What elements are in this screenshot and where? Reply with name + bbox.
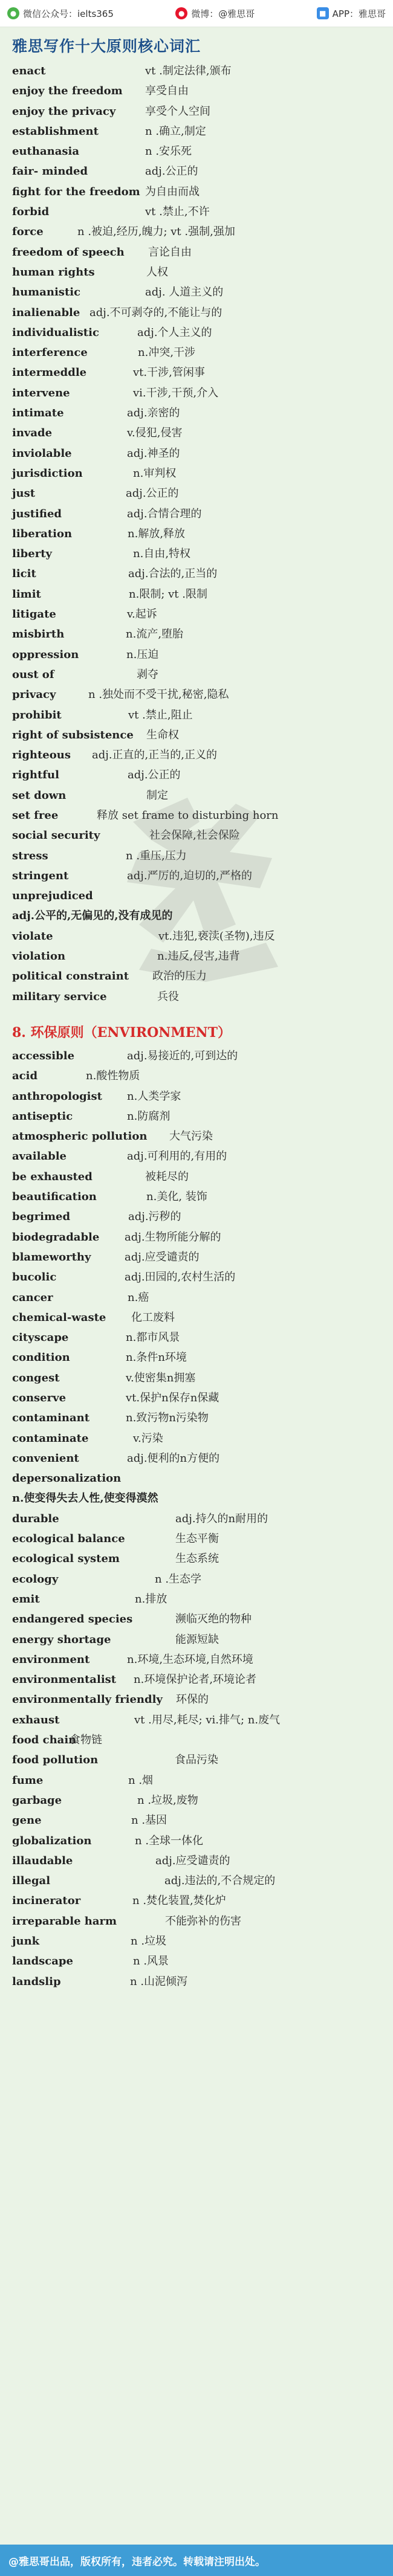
vocab-word: conserve [12, 1392, 67, 1404]
vocab-word: set free [12, 809, 59, 822]
vocab-definition: adj.便利的n方便的 [127, 1451, 220, 1465]
vocab-row [12, 303, 381, 323]
vocab-word: be exhausted [12, 1170, 93, 1183]
vocab-definition: vt.违犯,亵渎(圣物),违反 [158, 929, 275, 943]
vocab-row [12, 483, 381, 503]
vocab-word: euthanasia [12, 145, 79, 158]
vocab-definition: 不能弥补的伤害 [165, 1914, 241, 1928]
vocab-word: fair- minded [12, 165, 88, 178]
vocab-row [12, 363, 381, 383]
vocab-word: ecological system [12, 1552, 120, 1566]
law-word-list [0, 61, 393, 1007]
vocab-row [12, 1388, 381, 1408]
vocab-word: environmentalist [12, 1673, 117, 1687]
vocab-word: prohibit [12, 708, 62, 721]
vocab-definition: n .重压,压力 [126, 849, 187, 862]
vocab-definition: adj.应受谴责的 [125, 1250, 200, 1264]
vocab-word: oust of [12, 668, 54, 681]
vocab-word: privacy [12, 688, 56, 702]
vocab-word: forbid [12, 205, 50, 219]
vocab-row [12, 805, 381, 825]
vocab-row [12, 222, 381, 242]
vocab-word: anthropologist [12, 1089, 102, 1103]
vocab-row [12, 1066, 381, 1086]
vocab-row [12, 1972, 381, 1992]
vocab-word: condition [12, 1351, 70, 1364]
vocab-definition: 能源短缺 [175, 1633, 219, 1646]
vocab-word: adj.公平的,无偏见的,没有成见的 [12, 909, 173, 923]
vocab-row [12, 1468, 381, 1488]
vocab-word: establishment [12, 124, 99, 138]
vocab-row [12, 141, 381, 161]
vocab-row [12, 282, 381, 302]
vocab-row [12, 745, 381, 765]
vocab-definition: n .生态学 [155, 1572, 202, 1586]
vocab-row [12, 1227, 381, 1247]
vocab-word: chemical-waste [12, 1311, 106, 1324]
vocab-row [12, 1126, 381, 1146]
vocab-row [12, 202, 381, 222]
vocab-row [12, 1509, 381, 1529]
vocab-word: energy shortage [12, 1633, 111, 1646]
vocab-definition: n.防腐剂 [127, 1109, 171, 1123]
vocab-definition: n .独处而不受干扰,秘密,隐私 [88, 688, 229, 702]
vocab-word: cancer [12, 1291, 53, 1304]
vocab-definition: vi.干涉,干预,介入 [133, 386, 219, 399]
vocab-row [12, 1771, 381, 1790]
vocab-definition: vt .禁止,阻止 [128, 708, 193, 721]
vocab-word: bucolic [12, 1271, 57, 1284]
vocab-word: social security [12, 829, 100, 842]
vocab-row [12, 1549, 381, 1569]
vocab-word: acid [12, 1070, 38, 1083]
vocab-definition: n.癌 [128, 1291, 149, 1304]
vocab-word: atmospheric pollution [12, 1130, 148, 1143]
page-title: 雅思写作十大原则核心词汇 [12, 37, 201, 55]
vocab-word: interference [12, 346, 88, 360]
vocab-word: cityscape [12, 1331, 69, 1344]
vocab-word: force [12, 225, 44, 239]
vocab-row [12, 444, 381, 463]
vocab-definition: 制定 [146, 789, 168, 802]
vocab-definition: adj.正直的,正当的,正义的 [92, 749, 217, 762]
vocab-definition: n.排放 [135, 1592, 167, 1606]
vocab-word: illaudable [12, 1854, 73, 1867]
vocab-definition: n .安乐死 [145, 145, 192, 158]
vocab-word: limit [12, 587, 41, 601]
vocab-definition: adj.公正的 [145, 165, 198, 178]
vocab-definition: n.自由,特权 [133, 547, 191, 561]
vocab-word: righteous [12, 749, 71, 762]
vocab-word: accessible [12, 1049, 75, 1062]
vocab-definition: n .焚化装置,焚化炉 [132, 1894, 226, 1908]
vocab-word: licit [12, 567, 36, 581]
vocab-definition: n .被迫,经历,魄力; vt .强制,强加 [77, 225, 235, 239]
vocab-row [12, 403, 381, 423]
vocab-row [12, 1408, 381, 1428]
vocab-row [12, 423, 381, 443]
vocab-definition: n .烟 [128, 1774, 154, 1787]
vocab-definition: adj.可利用的,有用的 [127, 1150, 227, 1163]
vocab-word: antiseptic [12, 1109, 73, 1123]
vocab-row [12, 1267, 381, 1287]
vocab-word: ecology [12, 1572, 59, 1586]
vocab-row [12, 825, 381, 845]
vocab-row [12, 1146, 381, 1166]
vocab-row [12, 61, 381, 81]
vocab-definition: adj.污秽的 [128, 1210, 181, 1224]
vocab-word: stress [12, 849, 48, 862]
vocab-definition: 言论自由 [148, 245, 192, 259]
vocab-row [12, 966, 381, 986]
vocab-word: available [12, 1150, 67, 1163]
vocab-word: human rights [12, 265, 95, 279]
wechat-account [7, 7, 114, 20]
vocab-word: enjoy the privacy [12, 105, 116, 118]
vocab-word: garbage [12, 1793, 62, 1807]
vocab-definition: n .风景 [133, 1955, 169, 1968]
vocab-row [12, 242, 381, 262]
footer-copyright: @雅思哥出品，版权所有，违者必究。转载请注明出处。 [0, 2545, 393, 2576]
vocab-row [12, 1488, 381, 1508]
wechat-account-text: 微信公众号：ielts365 [23, 8, 114, 19]
vocab-word: military service [12, 990, 107, 1003]
vocab-row [12, 1448, 381, 1468]
vocab-definition: n.冲突,干涉 [138, 346, 196, 360]
vocab-row [12, 1086, 381, 1106]
vocab-definition: adj.公正的 [128, 769, 181, 782]
vocab-row [12, 383, 381, 403]
vocab-definition: 被耗尽的 [145, 1170, 189, 1183]
vocab-row [12, 524, 381, 544]
vocab-definition: n.违反,侵害,违背 [157, 950, 240, 963]
vocab-definition: n .确立,制定 [145, 124, 206, 138]
vocab-definition: 濒临灭绝的物种 [175, 1613, 252, 1626]
vocab-row [12, 1609, 381, 1629]
vocab-row [12, 645, 381, 665]
vocab-word: violate [12, 929, 53, 943]
vocab-word: intimate [12, 407, 64, 420]
vocab-definition: n.环境保护论者,环境论者 [134, 1673, 257, 1687]
vocab-row [12, 463, 381, 483]
vocab-word: humanistic [12, 286, 81, 299]
vocab-row [12, 624, 381, 644]
vocab-word: exhaust [12, 1713, 60, 1726]
vocab-word: intermeddle [12, 366, 87, 379]
vocab-definition: n.流产,堕胎 [126, 628, 184, 641]
vocab-definition: adj.神圣的 [127, 447, 180, 460]
vocab-word: landslip [12, 1975, 61, 1988]
vocab-word: jurisdiction [12, 466, 83, 480]
vocab-row [12, 987, 381, 1007]
vocab-definition: n.限制; vt .限制 [129, 587, 207, 601]
vocab-word: set down [12, 789, 67, 802]
vocab-definition: adj. 人道主义的 [145, 286, 224, 299]
vocab-definition: adj.生物所能分解的 [125, 1230, 221, 1244]
vocab-definition: n .基因 [131, 1814, 167, 1827]
vocab-row [12, 725, 381, 745]
vocab-definition: 环保的 [176, 1693, 209, 1706]
vocab-word: intervene [12, 386, 70, 399]
vocab-definition: adj.合情合理的 [127, 507, 202, 520]
vocab-word: liberation [12, 527, 73, 540]
vocab-word: rightful [12, 769, 59, 782]
vocab-definition: n .全球一体化 [135, 1834, 204, 1847]
vocab-word: enjoy the freedom [12, 85, 123, 98]
vocab-row [12, 866, 381, 886]
vocab-word: incinerator [12, 1894, 81, 1908]
vocab-row [12, 906, 381, 926]
vocab-definition: adj.田园的,农村生活的 [125, 1271, 236, 1284]
vocab-definition: n.环境,生态环境,自然环境 [127, 1653, 253, 1666]
vocab-definition: v.起诉 [127, 608, 157, 621]
vocab-definition: 食物链 [70, 1734, 102, 1747]
vocab-row [12, 926, 381, 946]
vocab-row [12, 1529, 381, 1549]
vocab-definition: vt.干涉,管闲事 [133, 366, 205, 379]
weibo-icon: ● [175, 7, 187, 19]
vocab-definition: vt .禁止,不许 [145, 205, 210, 219]
vocab-row [12, 1931, 381, 1951]
vocab-row [12, 1247, 381, 1267]
vocab-row [12, 544, 381, 564]
vocab-definition: 剥夺 [137, 668, 158, 681]
vocab-word: fight for the freedom [12, 185, 140, 198]
vocab-definition: v.使密集n拥塞 [126, 1371, 196, 1384]
vocab-definition: n.解放,释放 [128, 527, 186, 540]
vocab-row [12, 1368, 381, 1388]
vocab-row [12, 81, 381, 101]
vocab-definition: adj.个人主义的 [137, 326, 212, 339]
vocab-definition: 生命权 [146, 728, 179, 741]
vocab-definition: v.侵犯,侵害 [127, 427, 183, 440]
vocab-row [12, 564, 381, 584]
vocab-row [12, 1167, 381, 1187]
vocab-row [12, 1630, 381, 1650]
vocab-row [12, 765, 381, 785]
weibo-account [175, 7, 255, 20]
vocab-word: violation [12, 950, 66, 963]
vocab-word: food chain [12, 1734, 77, 1747]
vocab-definition: n .垃圾 [131, 1935, 167, 1948]
vocab-word: biodegradable [12, 1230, 100, 1244]
vocab-definition: n .山泥倾泻 [130, 1975, 188, 1988]
vocab-word: blameworthy [12, 1250, 91, 1264]
vocab-row [12, 343, 381, 363]
vocab-row [12, 1831, 381, 1851]
vocab-word: invade [12, 427, 53, 440]
vocab-row [12, 1589, 381, 1609]
vocab-definition: 社会保障,社会保险 [149, 829, 240, 842]
vocab-word: enact [12, 65, 46, 77]
vocab-row [12, 504, 381, 524]
vocab-row [12, 1106, 381, 1126]
vocab-definition: n.酸性物质 [86, 1070, 140, 1083]
vocab-row [12, 584, 381, 604]
vocab-definition: 为自由而战 [145, 185, 200, 198]
vocab-word: contaminant [12, 1412, 90, 1425]
vocab-word: durable [12, 1512, 59, 1525]
vocab-definition: vt .制定法律,颁布 [145, 65, 232, 77]
vocab-word: liberty [12, 547, 52, 561]
vocab-definition: n.条件n环境 [126, 1351, 187, 1364]
vocab-word: fume [12, 1774, 44, 1787]
vocab-row [12, 1891, 381, 1911]
vocab-row [12, 121, 381, 141]
vocab-word: globalization [12, 1834, 92, 1847]
vocab-row [12, 1328, 381, 1348]
vocab-definition: n.美化, 装饰 [146, 1190, 207, 1204]
app-account [317, 7, 386, 20]
vocab-row [12, 786, 381, 805]
vocab-definition: 生态平衡 [175, 1532, 219, 1546]
vocab-word: misbirth [12, 628, 65, 641]
vocab-row [12, 323, 381, 343]
vocab-row [12, 1690, 381, 1709]
vocab-definition: 化工废料 [131, 1311, 175, 1324]
weibo-account-text: 微博：@雅思哥 [191, 8, 255, 19]
vocab-row [12, 705, 381, 725]
vocab-row [12, 886, 381, 906]
vocab-definition: 享受个人空间 [145, 105, 210, 118]
vocab-word: inviolable [12, 447, 72, 460]
vocab-row [12, 1911, 381, 1931]
vocab-row [12, 1288, 381, 1308]
vocab-definition: adj.违法的,不合规定的 [164, 1874, 276, 1888]
vocab-definition: 生态系统 [175, 1552, 219, 1566]
vocab-row [12, 161, 381, 181]
vocab-word: just [12, 487, 36, 500]
vocab-word: individualistic [12, 326, 99, 339]
vocab-row [12, 1046, 381, 1066]
vocab-definition: 食品污染 [175, 1754, 218, 1767]
vocab-row [12, 1670, 381, 1690]
vocab-definition: n.都市风景 [126, 1331, 180, 1344]
vocab-word: landscape [12, 1955, 73, 1968]
app-icon: ■ [317, 7, 329, 19]
vocab-row [12, 182, 381, 202]
vocab-row [12, 604, 381, 624]
vocab-definition: vt .用尽,耗尽; vi.排气; n.废气 [134, 1713, 281, 1726]
vocab-definition: n.人类学家 [127, 1089, 181, 1103]
app-account-text: APP：雅思哥 [332, 8, 386, 19]
vocab-row [12, 1650, 381, 1670]
vocab-word: contaminate [12, 1432, 89, 1445]
vocab-definition: adj.严厉的,迫切的,严格的 [127, 869, 252, 882]
vocab-word: n.使变得失去人性,使变得漠然 [12, 1492, 158, 1505]
vocab-definition: adj.易接近的,可到达的 [127, 1049, 238, 1062]
vocab-row [12, 1710, 381, 1730]
vocab-word: stringent [12, 869, 69, 882]
vocab-definition: adj.亲密的 [127, 407, 180, 420]
vocab-definition: 兵役 [157, 990, 179, 1003]
vocab-row [12, 1750, 381, 1770]
vocab-definition: adj.持久的n耐用的 [175, 1512, 268, 1525]
vocab-row [12, 685, 381, 705]
vocab-row [12, 1851, 381, 1871]
vocab-word: irreparable harm [12, 1914, 117, 1928]
vocab-row [12, 1428, 381, 1448]
vocab-word: freedom of speech [12, 245, 125, 259]
vocab-word: political constraint [12, 970, 129, 983]
wechat-icon: ● [7, 7, 19, 19]
vocab-definition: v.污染 [133, 1432, 163, 1445]
vocab-definition: 大气污染 [169, 1130, 213, 1143]
vocab-definition: adj.公正的 [126, 487, 179, 500]
vocab-word: unprejudiced [12, 889, 93, 903]
vocab-word: justified [12, 507, 62, 520]
vocab-definition: 享受自由 [145, 85, 189, 98]
vocab-word: food pollution [12, 1754, 99, 1767]
top-header-bar [0, 0, 393, 27]
vocab-word: depersonalization [12, 1472, 122, 1485]
vocab-definition: n.压迫 [126, 648, 159, 661]
vocab-definition: n.致污物n污染物 [126, 1412, 209, 1425]
vocab-definition: adj.不可剥夺的,不能让与的 [89, 306, 222, 319]
vocab-definition: n .垃圾,废物 [137, 1793, 198, 1807]
vocab-word: convenient [12, 1451, 79, 1465]
vocab-row [12, 262, 381, 282]
vocab-row [12, 1730, 381, 1750]
vocab-word: inalienable [12, 306, 80, 319]
vocab-word: environmentally friendly [12, 1693, 163, 1706]
vocab-definition: 政治的压力 [152, 970, 207, 983]
vocab-row [12, 1207, 381, 1227]
vocab-word: congest [12, 1371, 60, 1384]
vocab-definition: 人权 [146, 265, 168, 279]
vocab-word: gene [12, 1814, 42, 1827]
vocab-word: illegal [12, 1874, 51, 1888]
vocab-definition: adj.合法的,正当的 [128, 567, 218, 581]
vocab-word: emit [12, 1592, 40, 1606]
vocab-word: litigate [12, 608, 56, 621]
environment-word-list [0, 1046, 393, 1992]
vocab-word: ecological balance [12, 1532, 125, 1546]
vocab-definition: adj.应受谴责的 [155, 1854, 230, 1867]
vocab-row [12, 1348, 381, 1367]
vocab-word: oppression [12, 648, 79, 661]
vocab-row [12, 665, 381, 685]
vocab-word: begrimed [12, 1210, 71, 1224]
vocab-word: junk [12, 1935, 40, 1948]
vocab-definition: vt.保护n保存n保藏 [126, 1392, 219, 1404]
vocab-row [12, 846, 381, 866]
vocab-row [12, 1951, 381, 1971]
vocab-row [12, 1790, 381, 1810]
vocab-row [12, 1187, 381, 1207]
vocab-definition: 释放 set frame to disturbing horn [97, 809, 279, 822]
vocab-row [12, 946, 381, 966]
vocab-row [12, 102, 381, 121]
vocab-word: right of subsistence [12, 728, 134, 741]
vocab-row [12, 1569, 381, 1589]
vocab-row [12, 1871, 381, 1891]
environment-section-title: 8. 环保原则（ENVIRONMENT） [12, 1024, 232, 1041]
vocab-word: environment [12, 1653, 90, 1666]
vocab-row [12, 1810, 381, 1830]
vocab-row [12, 1308, 381, 1328]
vocab-definition: n.审判权 [133, 466, 177, 480]
vocab-word: beautification [12, 1190, 97, 1204]
vocab-word: endangered species [12, 1613, 133, 1626]
